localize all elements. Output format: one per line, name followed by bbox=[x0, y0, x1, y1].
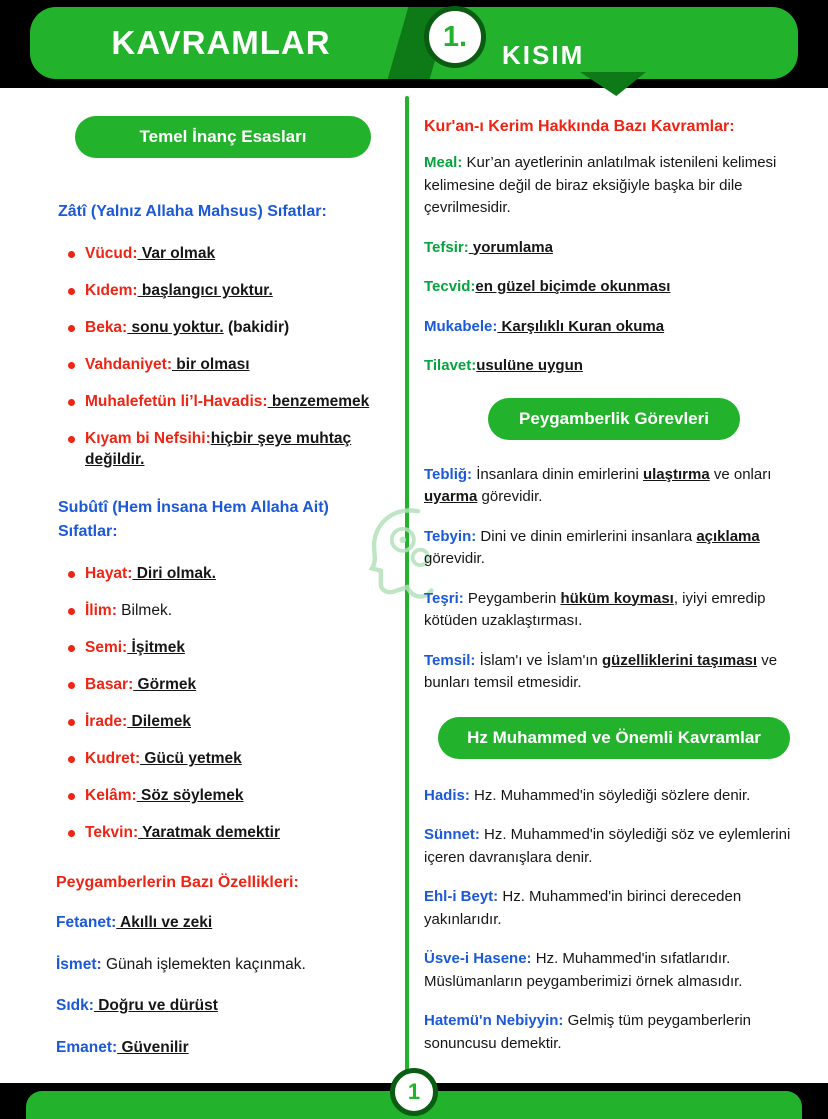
heading-subuti: Subûtî (Hem İnsana Hem Allaha Ait) Sıfatlar: bbox=[58, 499, 329, 541]
part-label: KISIM bbox=[502, 40, 585, 70]
definition-text: hiçbir şeye muhtaç değildir. bbox=[85, 429, 352, 468]
definition-text: Diri olmak. bbox=[132, 565, 216, 583]
list-item bbox=[68, 675, 390, 696]
list-item bbox=[68, 429, 390, 471]
part-number-badge bbox=[424, 6, 486, 68]
list-item bbox=[68, 601, 390, 622]
definition-text: Hz. Muhammed'in söylediği sözlere denir. bbox=[469, 786, 751, 804]
term-label: Ehl-i Beyt: bbox=[424, 888, 499, 905]
term-label: Üsve-i Hasene: bbox=[424, 950, 532, 967]
section-badge-duties: Peygamberlik Görevleri bbox=[488, 398, 740, 440]
definition-text: sonu yoktur. bbox=[127, 318, 224, 336]
definition-text: en güzel biçimde okunması bbox=[475, 278, 671, 295]
term-label: Semi: bbox=[85, 639, 128, 657]
definition-text: Akıllı ve zeki bbox=[116, 913, 213, 931]
definition-entry bbox=[424, 1010, 804, 1055]
definition-entry bbox=[424, 152, 804, 220]
definition-text: Hz. Muhammed'in söylediği söz ve eylemlerini içeren davranışlara denir. bbox=[424, 826, 791, 866]
header-banner bbox=[0, 0, 828, 88]
term-label: Tecvid: bbox=[424, 278, 476, 295]
list-item bbox=[68, 244, 390, 265]
definition-text: Bilmek. bbox=[116, 602, 172, 620]
definition-text: Günah işlemekten kaçınmak. bbox=[101, 955, 306, 973]
definition-text: başlangıcı yoktur. bbox=[137, 281, 273, 299]
term-label: Kudret: bbox=[85, 750, 141, 768]
definition-entry bbox=[424, 316, 804, 339]
feature-entry bbox=[56, 1037, 390, 1059]
term-label: Fetanet: bbox=[56, 913, 117, 931]
section-badge-muhammad: Hz Muhammed ve Önemli Kavramlar bbox=[438, 717, 790, 759]
definition-text: İşitmek bbox=[127, 639, 185, 657]
definition-entry bbox=[424, 464, 804, 509]
term-label: Basar: bbox=[85, 676, 134, 694]
term-label: Vücud: bbox=[85, 245, 138, 262]
footer-banner bbox=[0, 1079, 828, 1119]
list-item bbox=[68, 281, 390, 302]
definition-text: benzememek bbox=[267, 392, 370, 410]
part-number: 1. bbox=[442, 20, 468, 53]
list-item bbox=[68, 823, 390, 844]
header-ribbon-tail bbox=[580, 72, 646, 96]
definition-text: İnsanlara dinin emirlerini ulaştırma ve onları uyarma görevidir. bbox=[424, 465, 772, 505]
term-label: Hatemü'n Nebiyyin: bbox=[424, 1012, 564, 1029]
term-label: Mukabele: bbox=[424, 317, 498, 335]
definition-text: yorumlama bbox=[468, 238, 553, 256]
term-label: Tefsir: bbox=[424, 238, 469, 256]
list-item bbox=[68, 638, 390, 659]
term-label: İrade: bbox=[85, 713, 128, 731]
term-label: Teşri: bbox=[424, 589, 464, 607]
definition-entry bbox=[424, 785, 804, 808]
list-item bbox=[68, 786, 390, 807]
definition-entry bbox=[424, 526, 804, 571]
definition-text: usulüne uygun bbox=[476, 357, 583, 374]
definition-entry bbox=[424, 276, 804, 299]
definition-entry bbox=[424, 237, 804, 260]
term-label: Hadis: bbox=[424, 786, 470, 804]
term-label: Meal: bbox=[424, 154, 463, 171]
term-label: İlim: bbox=[85, 602, 117, 620]
definition-text: Var olmak bbox=[137, 245, 216, 262]
term-label: Kıdem: bbox=[85, 281, 138, 299]
definition-entry bbox=[424, 824, 804, 869]
page-number-badge bbox=[390, 1068, 438, 1116]
term-label: Sünnet: bbox=[424, 826, 480, 843]
term-label: Tebyin: bbox=[424, 527, 477, 545]
definition-text: Peygamberin hüküm koyması, iyiyi emredip kötüden uzaklaştırması. bbox=[424, 589, 766, 629]
definition-text: Dini ve dinin emirlerini insanlara açıklama görevidir. bbox=[424, 527, 760, 567]
definition-text: Hz. Muhammed'in sıfatlarıdır. Müslümanların peygamberimizi örnek almasıdır. bbox=[424, 950, 743, 990]
right-column bbox=[424, 104, 804, 1072]
term-label: Tekvin: bbox=[85, 823, 139, 841]
definition-text: Görmek bbox=[133, 676, 197, 694]
page-number: 1 bbox=[407, 1079, 421, 1104]
definition-entry bbox=[424, 588, 804, 633]
definition-text: Yaratmak demektir bbox=[138, 823, 281, 841]
definition-text: Doğru ve dürüst bbox=[93, 997, 218, 1015]
zati-list bbox=[68, 244, 390, 470]
definition-text: Karşılıklı Kuran okuma bbox=[497, 317, 665, 335]
term-label: Vahdaniyet: bbox=[85, 355, 172, 373]
page-title: KAVRAMLAR bbox=[111, 24, 331, 61]
term-label: Sıdk: bbox=[56, 997, 94, 1015]
definition-text: Gelmiş tüm peygamberlerin sonuncusu demektir. bbox=[424, 1012, 752, 1052]
heading-prophet-features: Peygamberlerin Bazı Özellikleri: bbox=[56, 873, 299, 891]
term-label: İsmet: bbox=[56, 955, 102, 973]
left-column bbox=[56, 104, 390, 1059]
term-label: Tilavet: bbox=[424, 357, 477, 374]
subuti-list bbox=[68, 564, 390, 843]
list-item bbox=[68, 318, 390, 339]
term-label: Emanet: bbox=[56, 1038, 118, 1056]
definition-entry bbox=[424, 650, 804, 695]
heading-quran-concepts: Kur'an-ı Kerim Hakkında Bazı Kavramlar: bbox=[424, 118, 735, 135]
feature-entry bbox=[56, 995, 390, 1017]
definition-entry bbox=[424, 886, 804, 931]
term-label: Kelâm: bbox=[85, 786, 137, 804]
section-badge-belief: Temel İnanç Esasları bbox=[75, 116, 371, 158]
definition-text: İslam'ı ve İslam'ın güzelliklerini taşıması ve bunları temsil etmesidir. bbox=[424, 651, 778, 691]
term-label: Beka: bbox=[85, 318, 128, 336]
list-item bbox=[68, 749, 390, 770]
definition-text: Güvenilir bbox=[117, 1038, 189, 1056]
list-item bbox=[68, 564, 390, 585]
definition-suffix: (bakidir) bbox=[223, 318, 290, 336]
term-label: Tebliğ: bbox=[424, 465, 473, 483]
list-item bbox=[68, 392, 390, 413]
term-label: Kıyam bi Nefsihi: bbox=[85, 429, 211, 447]
definition-text: Kur’an ayetlerinin anlatılmak istenileni kelimesi kelimesine değil de biraz eksiğiyle başka bir dile çevrilmesidir. bbox=[424, 154, 777, 216]
heading-zati: Zâtî (Yalnız Allaha Mahsus) Sıfatlar: bbox=[58, 203, 327, 220]
definition-entry bbox=[424, 355, 804, 378]
term-label: Muhalefetün li’l-Havadis: bbox=[85, 392, 268, 410]
term-label: Hayat: bbox=[85, 565, 133, 583]
definition-text: bir olması bbox=[172, 355, 250, 373]
definition-text: Gücü yetmek bbox=[140, 750, 242, 768]
list-item bbox=[68, 355, 390, 376]
list-item bbox=[68, 712, 390, 733]
feature-entry bbox=[56, 954, 390, 976]
definition-text: Dilemek bbox=[127, 713, 191, 731]
definition-text: Hz. Muhammed'in birinci dereceden yakınlarıdır. bbox=[424, 888, 742, 928]
definition-text: Söz söylemek bbox=[136, 786, 244, 804]
term-label: Temsil: bbox=[424, 651, 476, 669]
feature-entry bbox=[56, 912, 390, 934]
definition-entry bbox=[424, 948, 804, 993]
